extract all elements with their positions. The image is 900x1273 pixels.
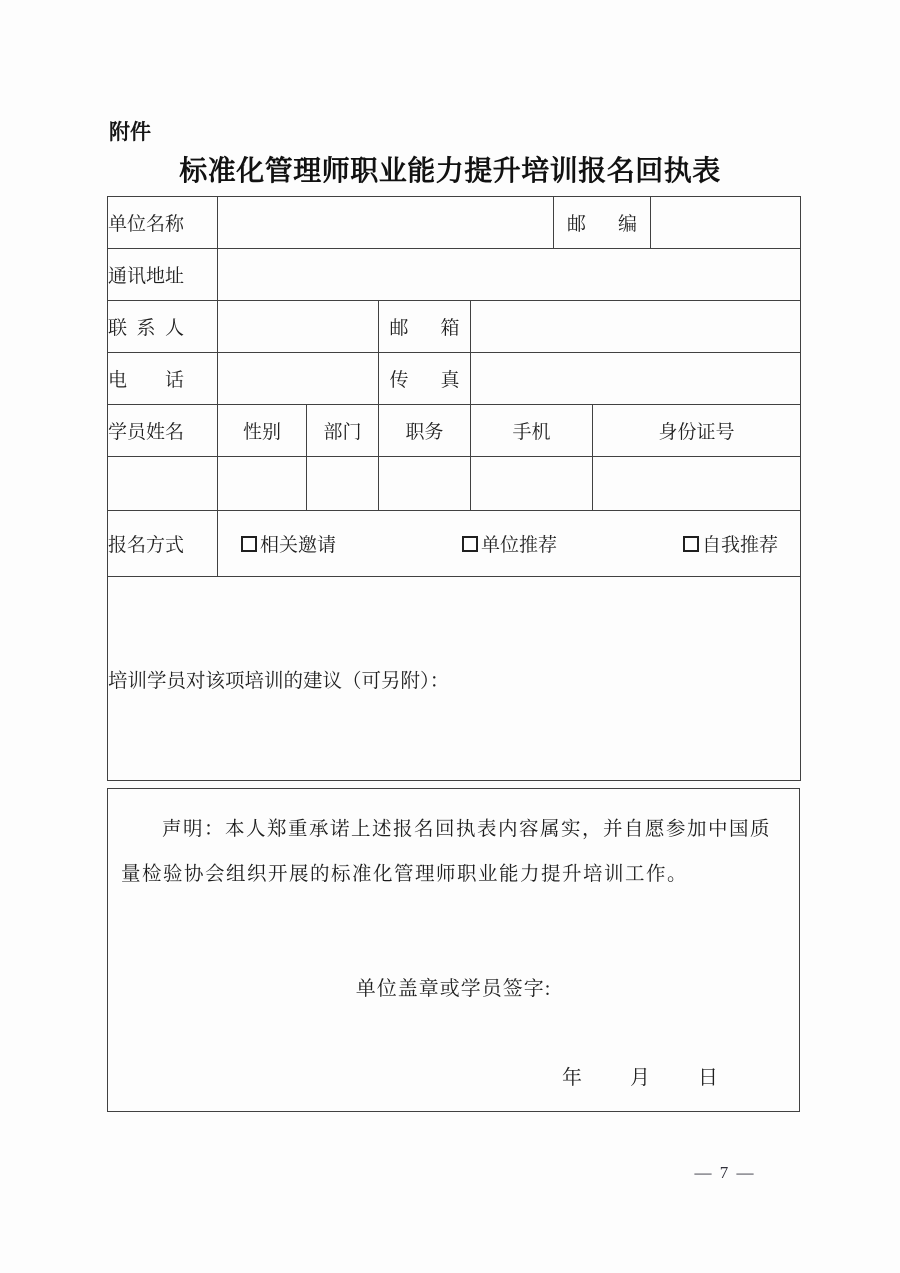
declaration-box — [107, 788, 800, 1112]
student-name-header-cell — [108, 405, 218, 457]
table-row — [108, 249, 801, 301]
checkbox-icon[interactable] — [241, 536, 257, 552]
registration-options-cell — [218, 511, 801, 577]
address-label: 通讯地址 — [108, 266, 185, 287]
registration-options-row — [218, 530, 800, 557]
page-number: — 7 — — [694, 1163, 756, 1182]
department-header-cell — [307, 405, 379, 457]
department-header: 部门 — [323, 422, 362, 443]
contact-input-cell[interactable] — [218, 301, 379, 353]
form-title: 标准化管理师职业能力提升培训报名回执表 — [179, 155, 721, 186]
table-row — [108, 353, 801, 405]
gender-header-cell — [218, 405, 307, 457]
registration-method-label: 报名方式 — [108, 535, 185, 556]
gender-header: 性别 — [242, 422, 281, 443]
postal-code-label-cell — [554, 197, 651, 249]
postal-code-label: 邮编 — [567, 214, 637, 235]
email-label-cell — [379, 301, 471, 353]
table-row — [108, 197, 801, 249]
position-input-cell[interactable] — [379, 457, 471, 511]
student-name-header: 学员姓名 — [108, 422, 185, 443]
phone-input-cell[interactable] — [218, 353, 379, 405]
month-label: 月 — [630, 1067, 650, 1089]
day-label: 日 — [698, 1067, 718, 1089]
registration-method-label-cell — [108, 511, 218, 577]
checkbox-icon[interactable] — [462, 536, 478, 552]
mobile-header: 手机 — [512, 422, 551, 443]
registration-form-table — [107, 196, 801, 781]
option-unit-recommendation[interactable] — [462, 530, 557, 557]
signature-label: 单位盖章或学员签字: — [355, 978, 552, 1000]
email-input-cell[interactable] — [471, 301, 801, 353]
contact-label-cell — [108, 301, 218, 353]
address-input-cell[interactable] — [218, 249, 801, 301]
option-unit-recommendation-label: 单位推荐 — [480, 535, 557, 556]
suggestion-label: 培训学员对该项培训的建议（可另附）： — [108, 670, 450, 692]
table-row — [108, 511, 801, 577]
address-label-cell — [108, 249, 218, 301]
option-invitation[interactable] — [241, 530, 336, 557]
id-number-header-cell — [593, 405, 801, 457]
attachment-label: 附件 — [109, 121, 151, 144]
gender-input-cell[interactable] — [218, 457, 307, 511]
unit-name-label-cell — [108, 197, 218, 249]
id-number-input-cell[interactable] — [593, 457, 801, 511]
fax-label: 传真 — [389, 370, 460, 391]
option-self-recommendation-label: 自我推荐 — [701, 535, 778, 556]
phone-label: 电话 — [108, 370, 184, 391]
fax-label-cell — [379, 353, 471, 405]
mobile-input-cell[interactable] — [471, 457, 593, 511]
option-invitation-label: 相关邀请 — [260, 535, 337, 556]
declaration-text: 声明：本人郑重承诺上述报名回执表内容属实，并自愿参加中国质量检验协会组织开展的标准化管理师职业能力提升培训工作。 — [121, 819, 772, 885]
contact-label: 联系人 — [108, 318, 184, 339]
phone-label-cell — [108, 353, 218, 405]
table-row — [108, 577, 801, 781]
unit-name-label: 单位名称 — [108, 214, 185, 235]
table-row — [108, 301, 801, 353]
id-number-header: 身份证号 — [658, 422, 735, 443]
student-name-input-cell[interactable] — [108, 457, 218, 511]
fax-input-cell[interactable] — [471, 353, 801, 405]
mobile-header-cell — [471, 405, 593, 457]
department-input-cell[interactable] — [307, 457, 379, 511]
table-row — [108, 457, 801, 511]
suggestion-input-area[interactable] — [108, 577, 801, 781]
position-header: 职务 — [405, 422, 444, 443]
postal-code-input-cell[interactable] — [651, 197, 801, 249]
option-self-recommendation[interactable] — [683, 530, 778, 557]
date-line — [562, 1061, 718, 1090]
year-label: 年 — [562, 1067, 582, 1089]
unit-name-input-cell[interactable] — [218, 197, 554, 249]
position-header-cell — [379, 405, 471, 457]
table-row — [108, 405, 801, 457]
email-label: 邮箱 — [389, 318, 460, 339]
checkbox-icon[interactable] — [683, 536, 699, 552]
